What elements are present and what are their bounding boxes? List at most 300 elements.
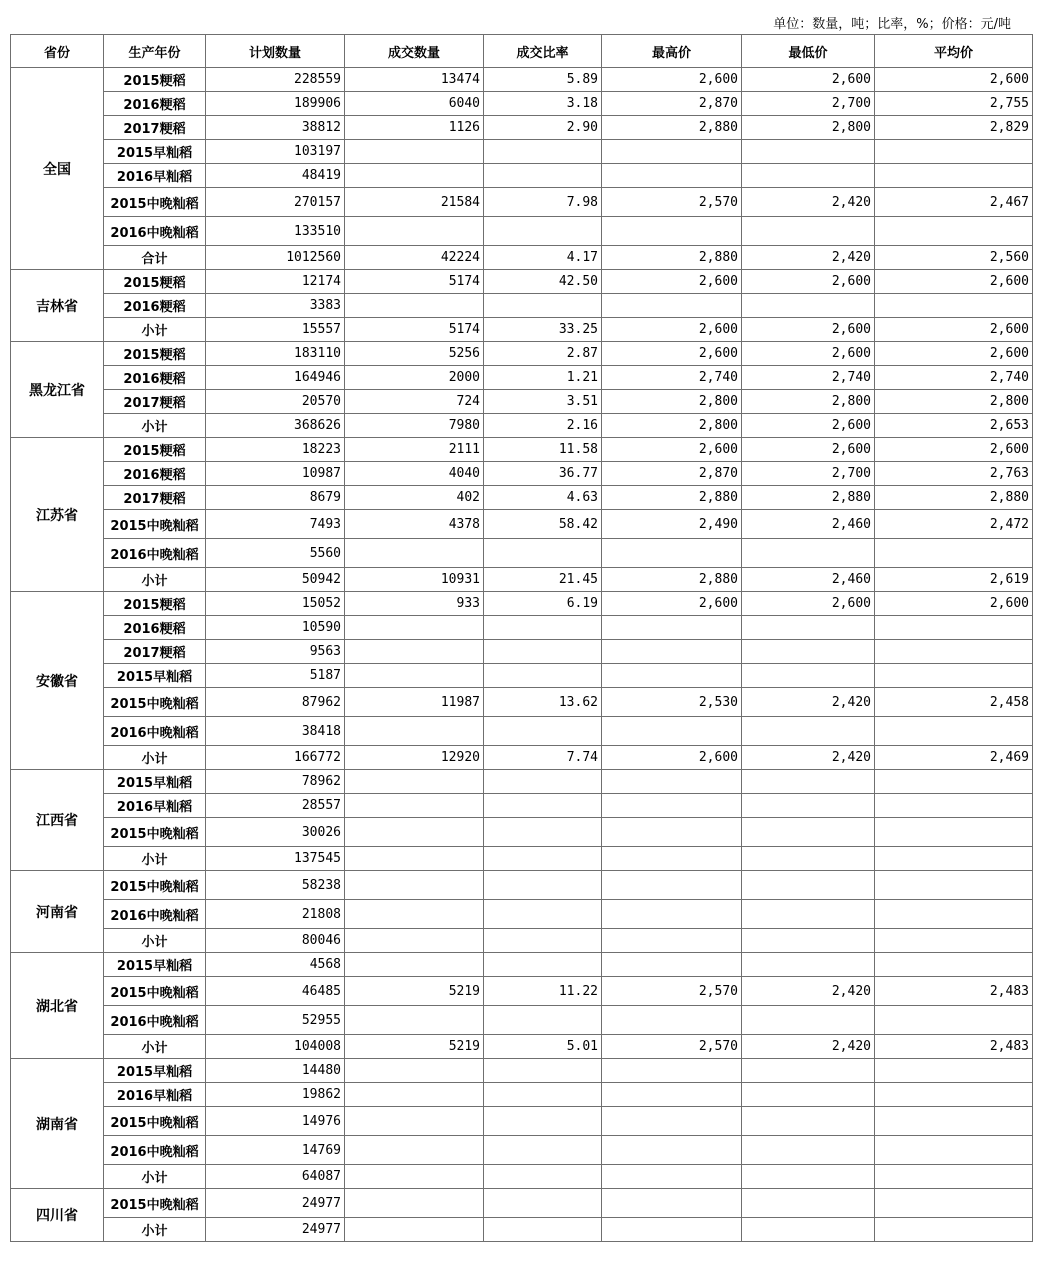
deal-cell: 10931	[345, 568, 484, 592]
avg-price-cell	[875, 140, 1033, 164]
deal-cell: 5256	[345, 342, 484, 366]
rate-cell: 33.25	[484, 318, 602, 342]
rate-cell	[484, 217, 602, 246]
max-price-cell: 2,880	[602, 246, 742, 270]
plan-cell: 14769	[206, 1136, 345, 1165]
max-price-cell: 2,600	[602, 270, 742, 294]
deal-cell: 6040	[345, 92, 484, 116]
deal-cell: 4378	[345, 510, 484, 539]
year-cell: 2016早籼稻	[104, 164, 206, 188]
plan-cell: 19862	[206, 1083, 345, 1107]
avg-price-cell	[875, 770, 1033, 794]
table-row	[11, 929, 1033, 953]
province-cell: 全国	[11, 68, 104, 270]
plan-cell: 46485	[206, 977, 345, 1006]
deal-cell	[345, 640, 484, 664]
deal-cell	[345, 717, 484, 746]
plan-cell: 1012560	[206, 246, 345, 270]
deal-cell: 7980	[345, 414, 484, 438]
table-row	[11, 1136, 1033, 1165]
min-price-cell	[742, 717, 875, 746]
year-cell: 2015粳稻	[104, 342, 206, 366]
year-cell: 小计	[104, 414, 206, 438]
year-cell: 2016中晚籼稻	[104, 217, 206, 246]
rate-cell: 21.45	[484, 568, 602, 592]
min-price-cell: 2,460	[742, 568, 875, 592]
deal-cell	[345, 539, 484, 568]
header-year: 生产年份	[104, 35, 206, 68]
max-price-cell: 2,570	[602, 1035, 742, 1059]
plan-cell: 14976	[206, 1107, 345, 1136]
plan-cell: 12174	[206, 270, 345, 294]
rate-cell	[484, 794, 602, 818]
max-price-cell	[602, 929, 742, 953]
rate-cell	[484, 929, 602, 953]
rate-cell	[484, 616, 602, 640]
year-cell: 2015粳稻	[104, 68, 206, 92]
plan-cell: 3383	[206, 294, 345, 318]
year-cell: 小计	[104, 1218, 206, 1242]
plan-cell: 38418	[206, 717, 345, 746]
unit-note: 单位：数量，吨；比率，%；价格：元/吨	[773, 17, 1011, 32]
table-row	[11, 794, 1033, 818]
deal-cell	[345, 1059, 484, 1083]
year-cell: 2017粳稻	[104, 486, 206, 510]
deal-cell	[345, 1006, 484, 1035]
rate-cell	[484, 140, 602, 164]
rate-cell: 58.42	[484, 510, 602, 539]
max-price-cell	[602, 900, 742, 929]
avg-price-cell: 2,600	[875, 592, 1033, 616]
year-cell: 2015早籼稻	[104, 953, 206, 977]
table-row	[11, 1107, 1033, 1136]
year-cell: 2015中晚籼稻	[104, 977, 206, 1006]
year-cell: 2015中晚籼稻	[104, 688, 206, 717]
year-cell: 2016中晚籼稻	[104, 1006, 206, 1035]
avg-price-cell: 2,619	[875, 568, 1033, 592]
max-price-cell: 2,570	[602, 188, 742, 217]
table-row	[11, 510, 1033, 539]
table-row	[11, 68, 1033, 92]
max-price-cell	[602, 871, 742, 900]
deal-cell: 42224	[345, 246, 484, 270]
table-row	[11, 1035, 1033, 1059]
table-row	[11, 188, 1033, 217]
max-price-cell: 2,880	[602, 116, 742, 140]
table-body	[11, 68, 1033, 1242]
avg-price-cell	[875, 847, 1033, 871]
year-cell: 小计	[104, 318, 206, 342]
table-row	[11, 616, 1033, 640]
min-price-cell	[742, 929, 875, 953]
rate-cell	[484, 1107, 602, 1136]
avg-price-cell	[875, 616, 1033, 640]
province-cell: 江西省	[11, 770, 104, 871]
min-price-cell: 2,740	[742, 366, 875, 390]
province-cell: 安徽省	[11, 592, 104, 770]
max-price-cell	[602, 818, 742, 847]
avg-price-cell	[875, 1189, 1033, 1218]
avg-price-cell: 2,600	[875, 68, 1033, 92]
max-price-cell	[602, 1165, 742, 1189]
deal-cell	[345, 1136, 484, 1165]
max-price-cell	[602, 770, 742, 794]
plan-cell: 64087	[206, 1165, 345, 1189]
rate-cell: 7.98	[484, 188, 602, 217]
table-row	[11, 640, 1033, 664]
table-row	[11, 818, 1033, 847]
avg-price-cell	[875, 953, 1033, 977]
max-price-cell	[602, 1107, 742, 1136]
province-cell: 四川省	[11, 1189, 104, 1242]
rate-cell: 6.19	[484, 592, 602, 616]
max-price-cell	[602, 1006, 742, 1035]
rate-cell	[484, 900, 602, 929]
avg-price-cell: 2,755	[875, 92, 1033, 116]
rate-cell	[484, 1083, 602, 1107]
deal-cell	[345, 847, 484, 871]
plan-cell: 58238	[206, 871, 345, 900]
avg-price-cell	[875, 818, 1033, 847]
avg-price-cell: 2,472	[875, 510, 1033, 539]
deal-cell	[345, 1083, 484, 1107]
min-price-cell	[742, 640, 875, 664]
table-row	[11, 539, 1033, 568]
min-price-cell	[742, 539, 875, 568]
year-cell: 小计	[104, 929, 206, 953]
year-cell: 2015中晚籼稻	[104, 818, 206, 847]
header-deal: 成交数量	[345, 35, 484, 68]
min-price-cell	[742, 818, 875, 847]
max-price-cell: 2,600	[602, 438, 742, 462]
table-row	[11, 1083, 1033, 1107]
plan-cell: 18223	[206, 438, 345, 462]
year-cell: 2015中晚籼稻	[104, 510, 206, 539]
table-row	[11, 953, 1033, 977]
min-price-cell: 2,600	[742, 270, 875, 294]
table-row	[11, 900, 1033, 929]
plan-cell: 270157	[206, 188, 345, 217]
table-row	[11, 1218, 1033, 1242]
avg-price-cell	[875, 1107, 1033, 1136]
max-price-cell	[602, 164, 742, 188]
max-price-cell	[602, 1083, 742, 1107]
table-row	[11, 1006, 1033, 1035]
year-cell: 2015早籼稻	[104, 1059, 206, 1083]
province-cell: 湖北省	[11, 953, 104, 1059]
max-price-cell	[602, 847, 742, 871]
rate-cell	[484, 1006, 602, 1035]
rate-cell	[484, 1059, 602, 1083]
rate-cell	[484, 294, 602, 318]
max-price-cell: 2,530	[602, 688, 742, 717]
plan-cell: 50942	[206, 568, 345, 592]
table-row	[11, 664, 1033, 688]
deal-cell	[345, 1107, 484, 1136]
min-price-cell: 2,600	[742, 68, 875, 92]
deal-cell	[345, 164, 484, 188]
plan-cell: 228559	[206, 68, 345, 92]
deal-cell: 5219	[345, 977, 484, 1006]
max-price-cell: 2,800	[602, 414, 742, 438]
deal-cell: 5174	[345, 318, 484, 342]
max-price-cell: 2,600	[602, 342, 742, 366]
min-price-cell	[742, 871, 875, 900]
year-cell: 2015早籼稻	[104, 770, 206, 794]
plan-cell: 21808	[206, 900, 345, 929]
min-price-cell: 2,600	[742, 414, 875, 438]
year-cell: 小计	[104, 847, 206, 871]
deal-cell	[345, 294, 484, 318]
plan-cell: 133510	[206, 217, 345, 246]
deal-cell: 11987	[345, 688, 484, 717]
min-price-cell: 2,600	[742, 318, 875, 342]
table-row	[11, 342, 1033, 366]
table-row	[11, 246, 1033, 270]
avg-price-cell	[875, 794, 1033, 818]
plan-cell: 5560	[206, 539, 345, 568]
rate-cell	[484, 640, 602, 664]
plan-cell: 52955	[206, 1006, 345, 1035]
rate-cell: 4.17	[484, 246, 602, 270]
avg-price-cell	[875, 1083, 1033, 1107]
deal-cell	[345, 1165, 484, 1189]
table-row	[11, 294, 1033, 318]
header-min-price: 最低价	[742, 35, 875, 68]
max-price-cell	[602, 539, 742, 568]
min-price-cell: 2,700	[742, 92, 875, 116]
avg-price-cell	[875, 1059, 1033, 1083]
rate-cell	[484, 164, 602, 188]
year-cell: 2017粳稻	[104, 390, 206, 414]
deal-cell	[345, 616, 484, 640]
avg-price-cell: 2,483	[875, 977, 1033, 1006]
plan-cell: 189906	[206, 92, 345, 116]
year-cell: 2016粳稻	[104, 92, 206, 116]
avg-price-cell: 2,653	[875, 414, 1033, 438]
min-price-cell	[742, 217, 875, 246]
avg-price-cell: 2,880	[875, 486, 1033, 510]
province-cell: 河南省	[11, 871, 104, 953]
avg-price-cell	[875, 640, 1033, 664]
plan-cell: 4568	[206, 953, 345, 977]
plan-cell: 183110	[206, 342, 345, 366]
avg-price-cell	[875, 929, 1033, 953]
rate-cell	[484, 953, 602, 977]
year-cell: 2015中晚籼稻	[104, 1107, 206, 1136]
deal-cell	[345, 818, 484, 847]
year-cell: 2016中晚籼稻	[104, 1136, 206, 1165]
province-cell: 黑龙江省	[11, 342, 104, 438]
deal-cell: 5219	[345, 1035, 484, 1059]
min-price-cell: 2,600	[742, 342, 875, 366]
year-cell: 2015早籼稻	[104, 664, 206, 688]
table-row	[11, 414, 1033, 438]
max-price-cell	[602, 1136, 742, 1165]
plan-cell: 103197	[206, 140, 345, 164]
table-row	[11, 486, 1033, 510]
table-row	[11, 1189, 1033, 1218]
year-cell: 2016粳稻	[104, 462, 206, 486]
avg-price-cell: 2,800	[875, 390, 1033, 414]
header-province: 省份	[11, 35, 104, 68]
year-cell: 2015粳稻	[104, 438, 206, 462]
year-cell: 2015粳稻	[104, 270, 206, 294]
rate-cell	[484, 1165, 602, 1189]
deal-cell	[345, 794, 484, 818]
rate-cell	[484, 1136, 602, 1165]
min-price-cell	[742, 847, 875, 871]
plan-cell: 8679	[206, 486, 345, 510]
max-price-cell: 2,870	[602, 462, 742, 486]
min-price-cell	[742, 900, 875, 929]
max-price-cell: 2,600	[602, 318, 742, 342]
deal-cell: 13474	[345, 68, 484, 92]
plan-cell: 87962	[206, 688, 345, 717]
header-plan: 计划数量	[206, 35, 345, 68]
min-price-cell	[742, 794, 875, 818]
deal-cell	[345, 770, 484, 794]
max-price-cell	[602, 953, 742, 977]
max-price-cell: 2,570	[602, 977, 742, 1006]
min-price-cell: 2,600	[742, 592, 875, 616]
avg-price-cell: 2,600	[875, 342, 1033, 366]
province-cell: 湖南省	[11, 1059, 104, 1189]
header-rate: 成交比率	[484, 35, 602, 68]
deal-cell	[345, 140, 484, 164]
deal-cell	[345, 929, 484, 953]
year-cell: 2015中晚籼稻	[104, 1189, 206, 1218]
min-price-cell	[742, 1189, 875, 1218]
table-row	[11, 92, 1033, 116]
min-price-cell	[742, 1136, 875, 1165]
table-row	[11, 688, 1033, 717]
min-price-cell	[742, 294, 875, 318]
table-row	[11, 770, 1033, 794]
rate-cell: 4.63	[484, 486, 602, 510]
plan-cell: 24977	[206, 1189, 345, 1218]
max-price-cell	[602, 616, 742, 640]
max-price-cell: 2,600	[602, 592, 742, 616]
plan-cell: 10987	[206, 462, 345, 486]
plan-cell: 28557	[206, 794, 345, 818]
min-price-cell: 2,420	[742, 246, 875, 270]
plan-cell: 78962	[206, 770, 345, 794]
min-price-cell	[742, 164, 875, 188]
plan-cell: 166772	[206, 746, 345, 770]
year-cell: 2016粳稻	[104, 366, 206, 390]
table-row	[11, 164, 1033, 188]
plan-cell: 164946	[206, 366, 345, 390]
max-price-cell: 2,600	[602, 68, 742, 92]
deal-cell: 2111	[345, 438, 484, 462]
avg-price-cell: 2,763	[875, 462, 1033, 486]
avg-price-cell: 2,469	[875, 746, 1033, 770]
min-price-cell	[742, 1006, 875, 1035]
avg-price-cell: 2,600	[875, 270, 1033, 294]
deal-cell	[345, 900, 484, 929]
deal-cell	[345, 664, 484, 688]
min-price-cell	[742, 1165, 875, 1189]
table-row	[11, 390, 1033, 414]
min-price-cell: 2,600	[742, 438, 875, 462]
deal-cell	[345, 871, 484, 900]
rate-cell	[484, 770, 602, 794]
plan-cell: 15052	[206, 592, 345, 616]
avg-price-cell: 2,600	[875, 438, 1033, 462]
year-cell: 2015中晚籼稻	[104, 871, 206, 900]
year-cell: 2017粳稻	[104, 116, 206, 140]
year-cell: 2016早籼稻	[104, 794, 206, 818]
deal-cell: 724	[345, 390, 484, 414]
year-cell: 2016中晚籼稻	[104, 717, 206, 746]
deal-cell: 21584	[345, 188, 484, 217]
rate-cell	[484, 1189, 602, 1218]
plan-cell: 9563	[206, 640, 345, 664]
avg-price-cell: 2,560	[875, 246, 1033, 270]
year-cell: 2016粳稻	[104, 616, 206, 640]
table-row	[11, 318, 1033, 342]
deal-cell	[345, 1218, 484, 1242]
rice-auction-table	[10, 34, 1033, 1242]
min-price-cell	[742, 770, 875, 794]
avg-price-cell	[875, 900, 1033, 929]
max-price-cell: 2,490	[602, 510, 742, 539]
max-price-cell: 2,880	[602, 568, 742, 592]
rate-cell	[484, 664, 602, 688]
plan-cell: 5187	[206, 664, 345, 688]
avg-price-cell: 2,829	[875, 116, 1033, 140]
deal-cell: 402	[345, 486, 484, 510]
max-price-cell	[602, 1218, 742, 1242]
avg-price-cell	[875, 664, 1033, 688]
deal-cell: 12920	[345, 746, 484, 770]
year-cell: 小计	[104, 1165, 206, 1189]
table-row	[11, 746, 1033, 770]
year-cell: 2017粳稻	[104, 640, 206, 664]
year-cell: 2015早籼稻	[104, 140, 206, 164]
rate-cell: 13.62	[484, 688, 602, 717]
rate-cell: 11.22	[484, 977, 602, 1006]
avg-price-cell: 2,467	[875, 188, 1033, 217]
min-price-cell: 2,420	[742, 746, 875, 770]
rate-cell: 3.51	[484, 390, 602, 414]
plan-cell: 24977	[206, 1218, 345, 1242]
plan-cell: 14480	[206, 1059, 345, 1083]
table-row	[11, 1059, 1033, 1083]
rate-cell: 2.16	[484, 414, 602, 438]
min-price-cell	[742, 140, 875, 164]
table-row	[11, 717, 1033, 746]
avg-price-cell: 2,600	[875, 318, 1033, 342]
year-cell: 2016中晚籼稻	[104, 539, 206, 568]
year-cell: 小计	[104, 568, 206, 592]
rate-cell: 2.87	[484, 342, 602, 366]
avg-price-cell	[875, 539, 1033, 568]
max-price-cell	[602, 217, 742, 246]
table-row	[11, 116, 1033, 140]
max-price-cell	[602, 664, 742, 688]
avg-price-cell: 2,740	[875, 366, 1033, 390]
plan-cell: 80046	[206, 929, 345, 953]
deal-cell: 1126	[345, 116, 484, 140]
avg-price-cell	[875, 871, 1033, 900]
rate-cell	[484, 1218, 602, 1242]
min-price-cell: 2,880	[742, 486, 875, 510]
max-price-cell	[602, 1059, 742, 1083]
rate-cell: 1.21	[484, 366, 602, 390]
min-price-cell: 2,420	[742, 688, 875, 717]
